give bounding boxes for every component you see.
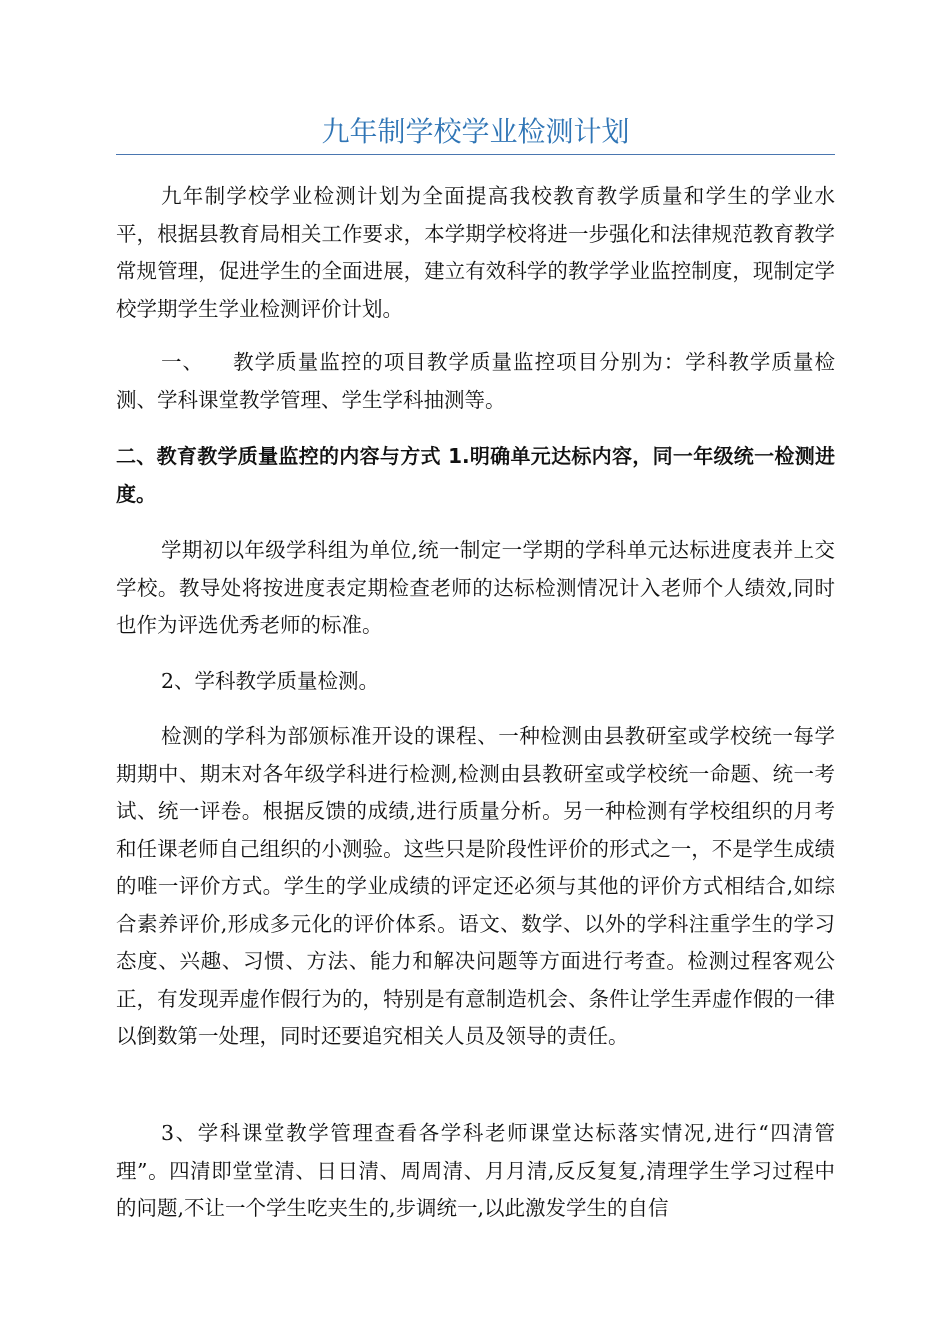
section-two-heading: 二、教育教学质量监控的内容与方式 1.明确单元达标内容，同一年级统一检测进度。 [116, 444, 835, 506]
quality-test-paragraph: 检测的学科为部颁标准开设的课程、一种检测由县教研室或学校统一每学期期中、期末对各年级学科进行检测,检测由县教研室或学校统一命题、统一考试、统一评卷。根据反馈的成绩,进行质量分析。另一种检测有学校组织的月考和任课老师自己组织的小测验。这些只是阶段性评价的形式之一，不是学生成绩的唯一评价方式。学生的学业成绩的评定还必须与其他的评价方式相结合,如综合素养评价,形成多元化的评价体系。语文、数学、以外的学科注重学生的学习态度、兴趣、习惯、方法、能力和解决问题等方面进行考查。检测过程客观公正，有发现弄虚作假行为的，特别是有意制造机会、条件让学生弄虚作假的一律以倒数第一处理，同时还要追究相关人员及领导的责任。 [116, 724, 835, 1048]
section-one-text: 教学质量监控的项目教学质量监控项目分别为：学科教学质量检测、学科课堂教学管理、学生学科抽测等。 [116, 350, 836, 412]
unit-standard-paragraph: 学期初以年级学科组为单位,统一制定一学期的学科单元达标进度表并上交学校。教导处将按进度表定期检查老师的达标检测情况计入老师个人绩效,同时也作为评选优秀老师的标准。 [116, 538, 835, 637]
document-title: 九年制学校学业检测计划 [321, 115, 630, 148]
title-underline [116, 154, 835, 155]
intro-paragraph: 九年制学校学业检测计划为全面提高我校教育教学质量和学生的学业水平，根据县教育局相关工作要求，本学期学校将进一步强化和法律规范教育教学常规管理，促进学生的全面进展，建立有效科学的教学学业监控制度，现制定学校学期学生学业检测评价计划。 [116, 184, 835, 321]
classroom-management-paragraph: 3、学科课堂教学管理查看各学科老师课堂达标落实情况,进行“四清管理”。四清即堂堂清、日日清、周周清、月月清,反反复复,清理学生学习过程中的问题,不让一个学生吃夹生的,步调统一,以此激发学生的自信 [116, 1121, 835, 1220]
quality-test-heading: 2、学科教学质量检测。 [161, 669, 380, 693]
section-one-marker: 一、 [161, 350, 205, 374]
section-one-paragraph [116, 344, 835, 419]
